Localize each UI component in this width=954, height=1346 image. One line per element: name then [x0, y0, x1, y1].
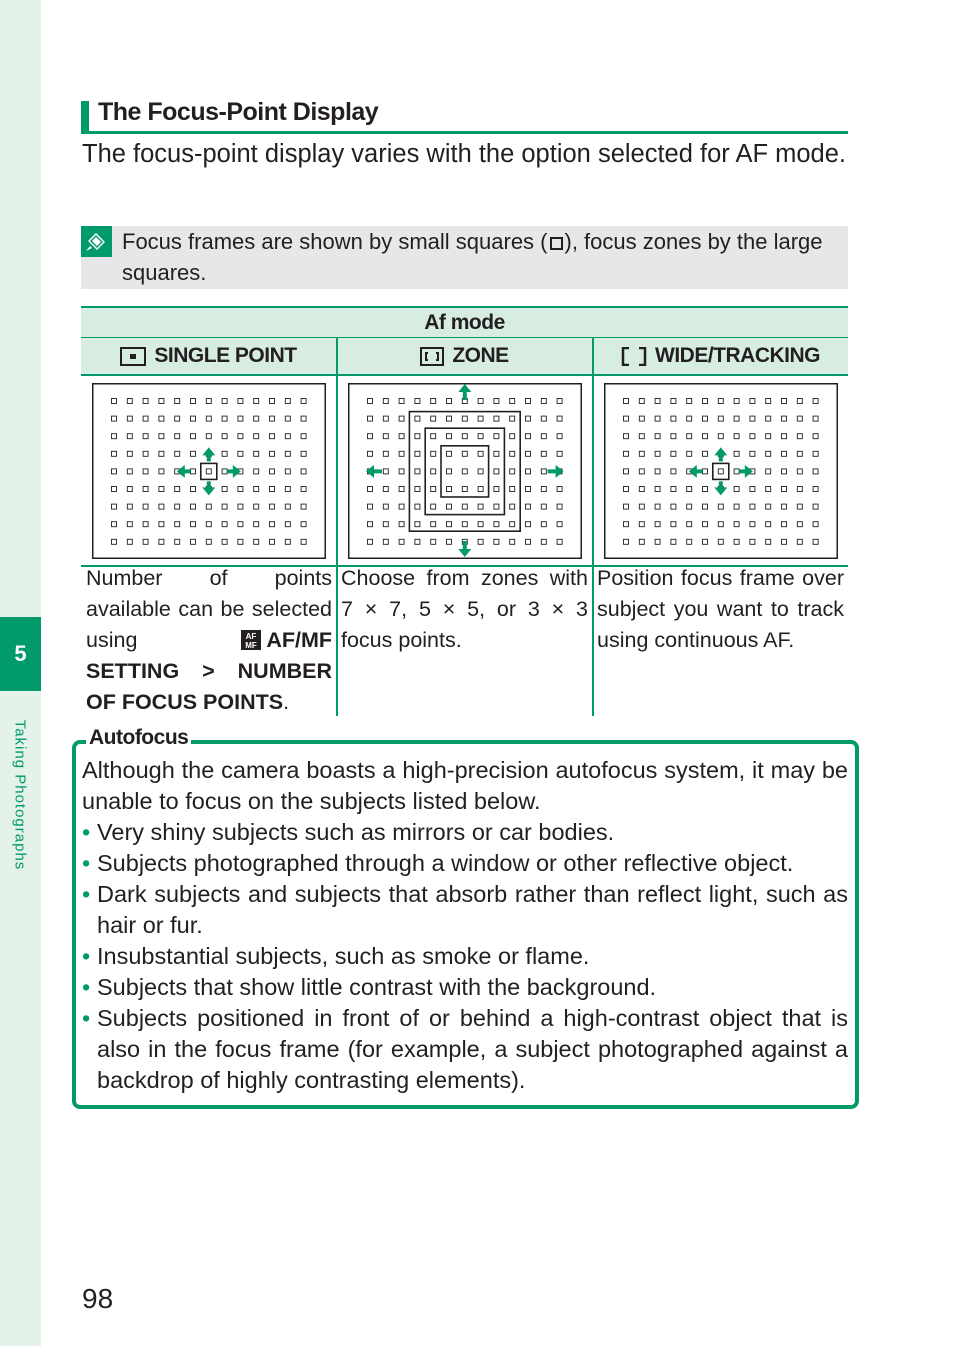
svg-text:MF: MF [245, 641, 258, 650]
note-pencil-icon [81, 226, 112, 257]
list-item: • Subjects positioned in front of or behind a high-contrast object that is also in the focus frame (for example, a subject photographed against a backdrop of highly contrasting elements). [82, 1003, 848, 1096]
autofocus-bullet-list [82, 817, 848, 1096]
wide-tracking-description: Position focus frame over subject you want to track using continuous AF. [597, 566, 844, 652]
single-point-description: Number of points available can be selected using AF MF AF/MF SETTING > NUMBER OF FOCUS POINTS. [86, 566, 332, 714]
zone-diagram [348, 383, 582, 559]
list-item: • Dark subjects and subjects that absorb rather than reflect light, such as hair or fur. [82, 879, 848, 941]
af-mode-columns-row [81, 337, 848, 376]
zone-description: Choose from zones with 7 × 7, 5 × 5, or 3 × 3 focus points. [341, 566, 588, 652]
mode-label-wide-tracking: WIDE/TRACKING [655, 344, 820, 367]
wide-tracking-icon [621, 347, 647, 366]
list-item: • Very shiny subjects such as mirrors or car bodies. [82, 817, 848, 848]
autofocus-box-content [82, 755, 848, 1096]
list-item: • Insubstantial subjects, such as smoke or flame. [82, 941, 848, 972]
autofocus-box-title: Autofocus [86, 726, 191, 750]
single-point-icon [120, 347, 146, 366]
single-point-diagram-cell [81, 376, 336, 567]
menu-path: AF/MF SETTING > NUMBER OF FOCUS POINTS [86, 628, 332, 714]
mode-single-point [81, 338, 336, 374]
zone-diagram-cell [337, 376, 592, 567]
list-item: • Subjects photographed through a window or other reflective object. [82, 848, 848, 879]
note-box [81, 226, 848, 289]
af-mf-setting-icon [241, 630, 261, 650]
chapter-label: Taking Photographs [11, 719, 29, 871]
focus-square-icon [550, 237, 563, 250]
section-intro: The focus-point display varies with the option selected for AF mode. [82, 140, 846, 168]
note-text: Focus frames are shown by small squares ( ), focus zones by the large squares. [122, 229, 823, 285]
mode-label-zone: ZONE [452, 344, 509, 367]
mode-label-single-point: SINGLE POINT [154, 344, 297, 367]
page-number: 98 [82, 1283, 114, 1314]
chapter-number-tab[interactable]: 5 [0, 617, 41, 691]
af-mode-header: Af mode [81, 306, 848, 337]
wide-tracking-diagram [604, 383, 838, 559]
section-title: The Focus-Point Display [98, 98, 379, 126]
list-item: • Subjects that show little contrast with the background. [82, 972, 848, 1003]
zone-icon [420, 347, 444, 366]
section-heading-bar [81, 101, 89, 131]
mode-zone [337, 338, 592, 374]
autofocus-intro: Although the camera boasts a high-precision autofocus system, it may be unable to focus on the subjects listed below. [82, 757, 848, 814]
single-point-diagram [92, 383, 326, 559]
wide-tracking-diagram-cell [593, 376, 848, 567]
svg-text:AF: AF [245, 632, 257, 641]
section-heading [81, 98, 848, 134]
af-mode-table [81, 306, 848, 716]
mode-wide-tracking [593, 338, 848, 374]
